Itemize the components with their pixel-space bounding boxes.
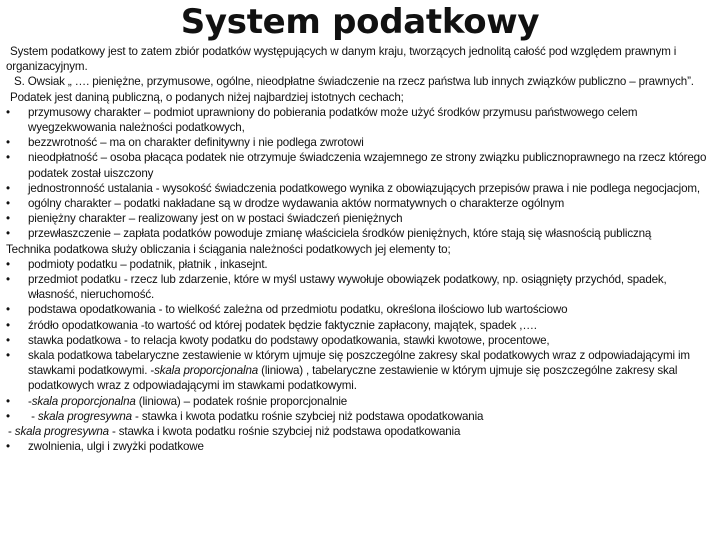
- list-item-text: pieniężny charakter – realizowany jest on w postaci świadczeń pieniężnych: [28, 212, 403, 226]
- bullet-icon: •: [6, 257, 10, 271]
- list-item-text: podstawa opodatkowania - to wielkość zależna od przedmiotu podatku, określona ilościowo lub wartościowo: [28, 303, 568, 317]
- bullet-icon: •: [6, 349, 10, 363]
- proportional-italic: skala proporcjonalna: [31, 394, 136, 408]
- bullet-icon: •: [6, 273, 10, 287]
- list-item-proportional: [6, 394, 714, 409]
- list-item-text: zwolnienia, ulgi i zwyżki podatkowe: [28, 440, 204, 454]
- list-item-scale: [6, 348, 714, 394]
- list-item: [6, 318, 714, 333]
- intro-definition: System podatkowy jest to zatem zbiór podatków występujących w danym kraju, tworzących jednolitą całość pod względem prawnym i organizacyjnym.: [6, 45, 677, 74]
- slide-body: [6, 44, 714, 454]
- page-title: System podatkowy: [180, 2, 540, 42]
- progressive-prefix: -: [28, 409, 38, 423]
- list-item: [6, 302, 714, 317]
- intro-features-heading: Podatek jest daniną publiczną, o podanych niżej najbardziej istotnych cechach;: [10, 90, 404, 104]
- list-item: [6, 211, 714, 226]
- bullet-icon: •: [6, 212, 10, 226]
- list-item-text: źródło opodatkowania -to wartość od której podatek będzie faktycznie zapłacony, majątek, spadek ,….: [28, 318, 537, 332]
- list-item: [6, 257, 714, 272]
- bullet-icon: •: [6, 394, 10, 408]
- list-item-text: nieodpłatność – osoba płacąca podatek nie otrzymuje świadczenia wzajemnego ze strony związku publicznoprawnego na rzecz którego podatek został uiszczony: [28, 151, 707, 180]
- progressive-italic: skala progresywna: [37, 409, 132, 423]
- progressive-line: [6, 424, 714, 439]
- list-item: [6, 105, 714, 135]
- proportional-after: (liniowa) – podatek rośnie proporcjonalnie: [135, 394, 348, 408]
- list-item: [6, 226, 714, 241]
- list-item-last: [6, 439, 714, 454]
- list-item: [6, 333, 714, 348]
- progressive-after: - stawka i kwota podatku rośnie szybciej niż podstawa opodatkowania: [131, 409, 484, 423]
- bullet-icon: •: [6, 440, 10, 454]
- list-item: [6, 272, 714, 302]
- list-item-text: ogólny charakter – podatki nakładane są w drodze wydawania aktów normatywnych o charakterze ogólnym: [28, 197, 565, 211]
- elements-list: [6, 257, 714, 424]
- bullet-icon: •: [6, 303, 10, 317]
- bullet-icon: •: [6, 318, 10, 332]
- list-item-text: podmioty podatku – podatnik, płatnik , inkasejnt.: [28, 257, 268, 271]
- bullet-icon: •: [6, 136, 10, 150]
- list-item: [6, 196, 714, 211]
- bullet-icon: •: [6, 227, 10, 241]
- progressive-line-italic: skala progresywna: [14, 425, 109, 439]
- progressive-line-prefix: -: [8, 425, 15, 439]
- list-item-text: bezzwrotność – ma on charakter definitywny i nie podlega zwrotowi: [28, 136, 364, 150]
- list-item-progressive: [6, 409, 714, 424]
- bullet-icon: •: [6, 333, 10, 347]
- list-item-text: przymusowy charakter – podmiot uprawniony do pobierania podatków może użyć środków przymusu państwowego celem wyegzekwowania należności podatkowych,: [28, 105, 638, 135]
- scale-text-after: (liniowa) , tabelaryczne zestawienie w którym ujmuje się poszczególne zakresy skal podatkowych wraz z odpowiadającymi im stawkami podatkowymi.: [28, 364, 678, 393]
- bullet-icon: •: [6, 151, 10, 165]
- bullet-icon: •: [6, 181, 10, 195]
- list-item: [6, 150, 714, 180]
- proportional-prefix: -: [28, 394, 32, 408]
- features-list: [6, 105, 714, 242]
- bullet-icon: •: [6, 197, 10, 211]
- intro-quote: S. Owsiak „ …. pieniężne, przymusowe, ogólne, nieodpłatne świadczenie na rzecz państwa lub innych związków publiczno – prawnych”.: [14, 75, 694, 89]
- progressive-line-after: - stawka i kwota podatku rośnie szybciej niż podstawa opodatkowania: [108, 425, 461, 439]
- technique-heading: Technika podatkowa służy obliczania i ściągania należności podatkowych jej elementy to;: [6, 242, 451, 256]
- bullet-icon: •: [6, 105, 10, 119]
- list-item: [6, 135, 714, 150]
- list-item-text: jednostronność ustalania - wysokość świadczenia podatkowego wynika z obowiązujących przepisów prawa i nie podlega negocjacjom,: [28, 181, 700, 195]
- list-item-text: przedmiot podatku - rzecz lub zdarzenie, które w myśl ustawy wywołuje obowiązek podatkowy, np. osiągnięty przychód, spadek, własność, nieruchomość.: [28, 273, 667, 302]
- bullet-icon: •: [6, 409, 10, 423]
- list-item-text: stawka podatkowa - to relacja kwoty podatku do podstawy opodatkowania, stawki kwotowe, procentowe,: [28, 333, 550, 347]
- scale-text-before: skala podatkowa tabelaryczne zestawienie w którym ujmuje się poszczególne zakresy skal podatkowych wraz z odpowiadającymi im stawkami podatkowymi. -: [28, 349, 690, 378]
- list-item: [6, 181, 714, 196]
- scale-text-italic: skala proporcjonalna: [154, 364, 259, 378]
- list-item-text: przewłaszczenie – zapłata podatków powoduje zmianę właściciela środków pieniężnych, które stają się własnością publiczną: [28, 227, 652, 241]
